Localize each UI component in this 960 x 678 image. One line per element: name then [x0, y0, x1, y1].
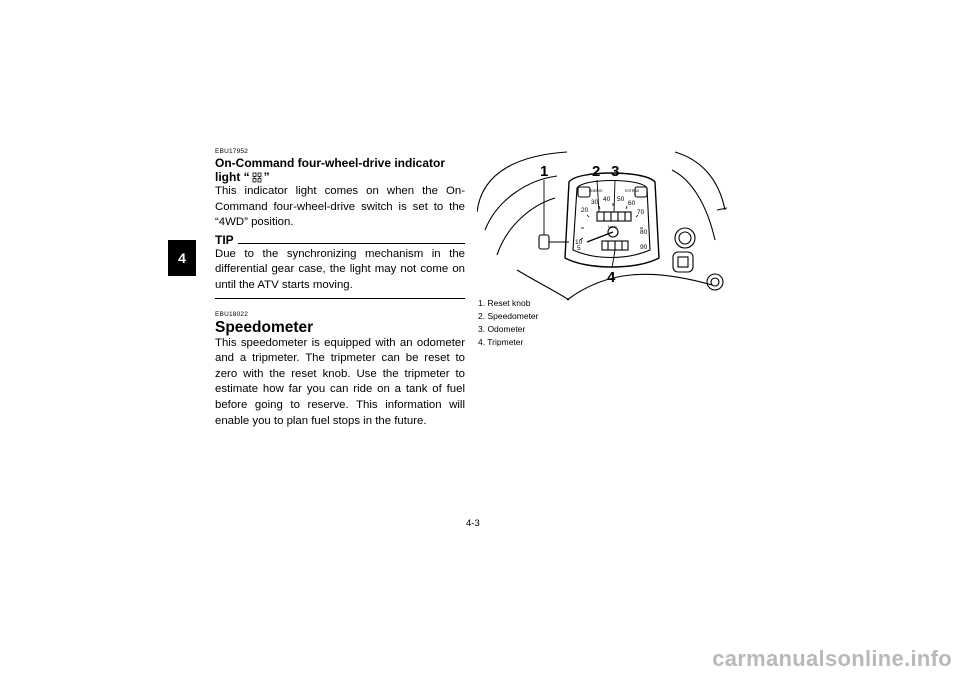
speedometer-description: This speedometer is equipped with an odometer and a tripmeter. The tripmeter can be reset to zero with the reset knob. Use the tripmeter to estimate how far you can ride on a tank of fuel before going to reserve. This information will enable you to plan fuel stops in the future.	[215, 336, 465, 427]
heading-line-2	[215, 170, 465, 184]
dial-10: 10	[575, 239, 583, 246]
dial-5: 5	[577, 245, 581, 252]
4wd-indicator-icon	[252, 172, 262, 183]
tip-text: Due to the synchronizing mechanism in the differential gear case, the light may not come on until the ATV starts moving.	[215, 247, 465, 291]
callout-4: 4	[607, 269, 616, 286]
dial-label-estrad: ESTRAD	[625, 189, 640, 193]
caption-odometer: 3. Odometer	[478, 324, 526, 334]
text-column	[215, 148, 465, 429]
dial-80: 80	[640, 229, 648, 236]
dial-60: 60	[628, 200, 636, 207]
heading-line-1: On-Command four-wheel-drive indicator	[215, 156, 446, 170]
dial-20: 20	[581, 207, 589, 214]
callout-1: 1	[540, 163, 549, 180]
speedometer-heading: Speedometer	[215, 318, 314, 336]
page-number: 4-3	[466, 518, 480, 529]
heading-line-2-post: ”	[263, 170, 270, 184]
section-code: EBU17952	[215, 148, 249, 155]
dial-70: 70	[637, 209, 645, 216]
caption-speedometer: 2. Speedometer	[478, 311, 539, 321]
dial-30: 30	[591, 199, 599, 206]
dial-50: 50	[617, 196, 625, 203]
tip-rule	[238, 243, 465, 244]
chapter-tab: 4	[168, 240, 196, 276]
dial-label-kmh: km/h	[608, 224, 617, 229]
caption-reset-knob: 1. Reset knob	[478, 298, 531, 308]
tip-header	[215, 233, 465, 247]
indicator-description: This indicator light comes on when the On-Command four-wheel-drive switch is set to the “4WD” position.	[215, 185, 465, 229]
caption-tripmeter: 4. Tripmeter	[478, 337, 524, 347]
speedometer-illustration	[477, 150, 727, 305]
dial-40: 40	[603, 196, 611, 203]
figure-captions	[478, 297, 538, 349]
heading-line-2-pre: light “	[215, 170, 250, 184]
callout-3: 3	[611, 163, 620, 180]
tip-label: TIP	[215, 232, 234, 247]
dial-label-energi: ENERGI	[589, 189, 603, 193]
dial-90: 90	[640, 244, 648, 251]
callout-2: 2	[592, 163, 601, 180]
speedometer-section-code: EBU18022	[215, 310, 249, 318]
watermark: carmanualsonline.info	[712, 646, 952, 671]
section-heading-4wd	[215, 156, 465, 184]
